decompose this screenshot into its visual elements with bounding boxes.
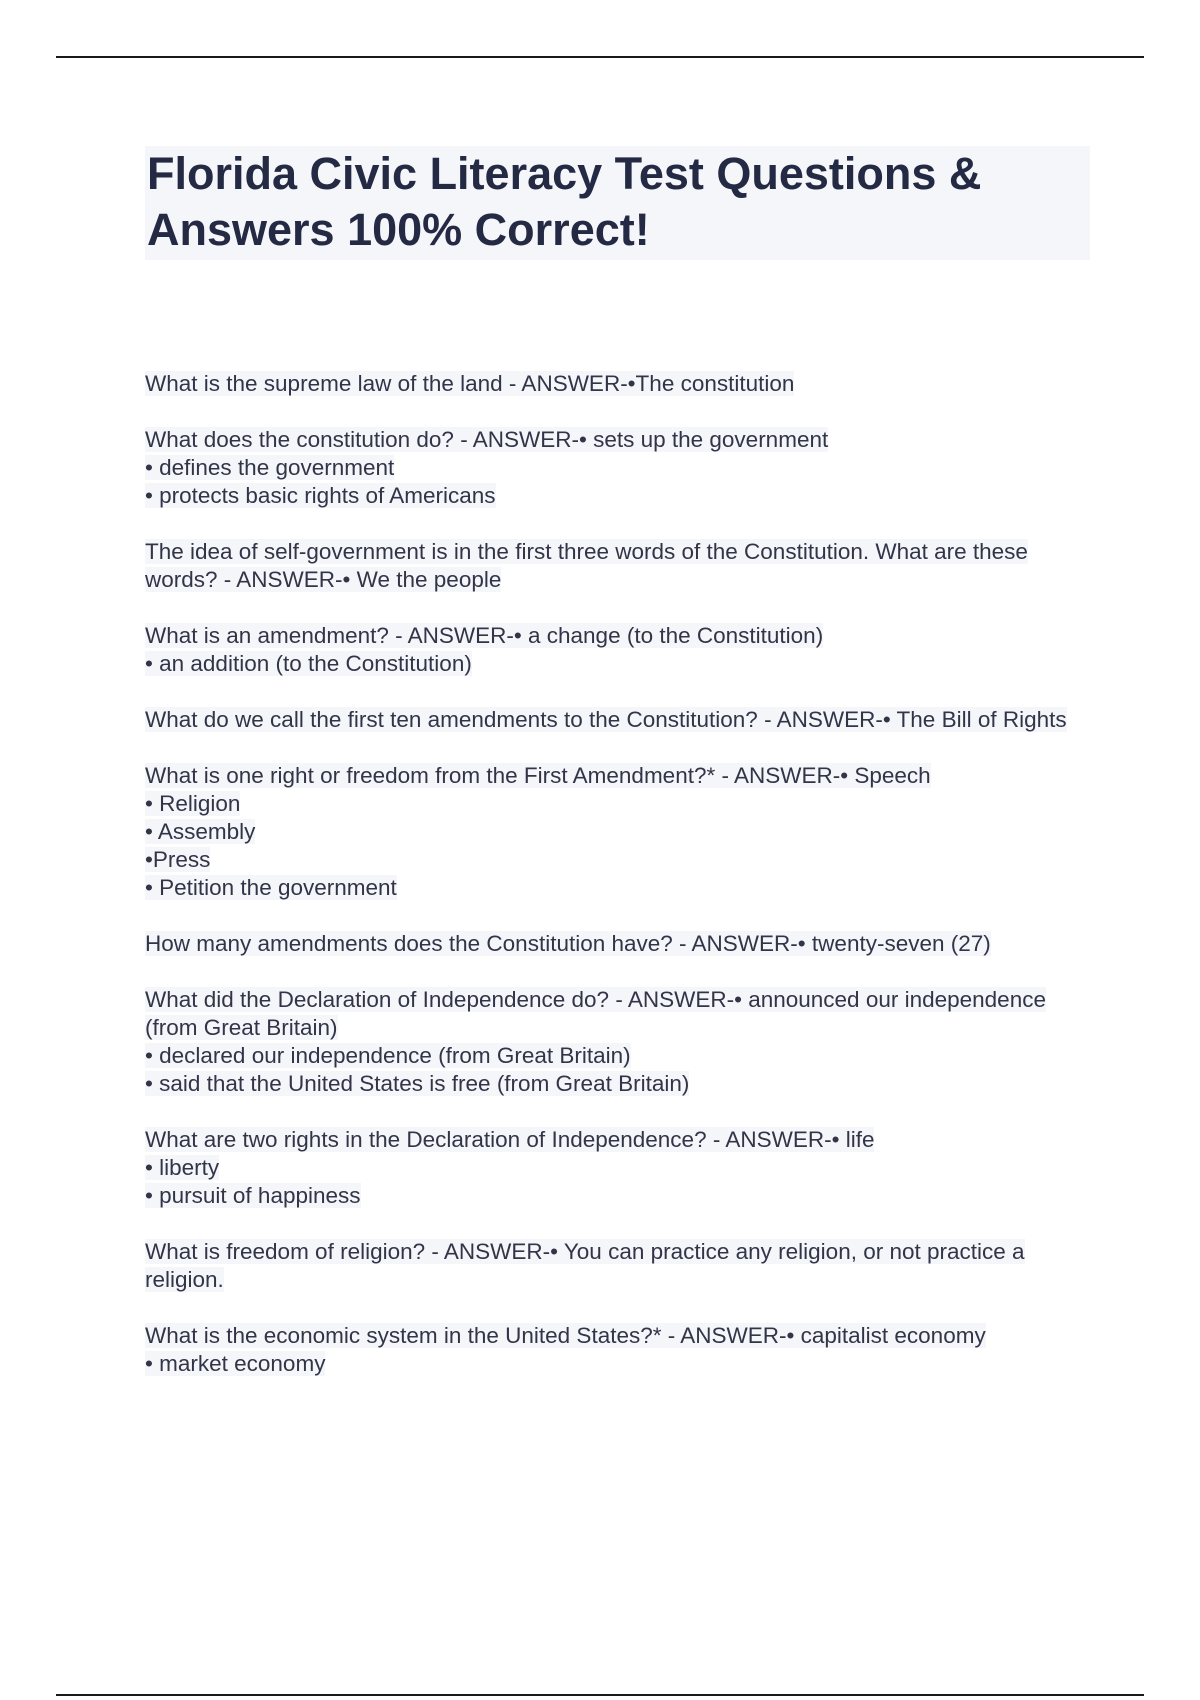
bottom-rule <box>56 1694 1144 1696</box>
qa-item <box>145 538 1090 594</box>
document-body <box>145 146 1090 1406</box>
qa-item <box>145 1238 1090 1294</box>
qa-line: • protects basic rights of Americans <box>145 483 496 508</box>
qa-line: • declared our independence (from Great Britain) <box>145 1043 631 1068</box>
qa-line: • liberty <box>145 1155 220 1180</box>
top-rule <box>56 56 1144 58</box>
qa-line: • market economy <box>145 1351 326 1376</box>
qa-item <box>145 930 1090 958</box>
qa-line: What does the constitution do? - ANSWER-• sets up the government <box>145 427 829 452</box>
qa-line: What is freedom of religion? - ANSWER-• You can practice any religion, or not practice a religion. <box>145 1239 1025 1292</box>
qa-line: What is one right or freedom from the First Amendment?* - ANSWER-• Speech <box>145 763 931 788</box>
qa-item <box>145 1322 1090 1378</box>
qa-item <box>145 706 1090 734</box>
qa-item <box>145 622 1090 678</box>
qa-line: • pursuit of happiness <box>145 1183 361 1208</box>
qa-line: What is the supreme law of the land - ANSWER-•The constitution <box>145 371 795 396</box>
qa-line: • said that the United States is free (from Great Britain) <box>145 1071 690 1096</box>
qa-line: • an addition (to the Constitution) <box>145 651 472 676</box>
qa-line: How many amendments does the Constitution have? - ANSWER-• twenty-seven (27) <box>145 931 991 956</box>
qa-line: What did the Declaration of Independence do? - ANSWER-• announced our independence (from Great Britain) <box>145 987 1046 1040</box>
qa-item <box>145 986 1090 1098</box>
document-title: Florida Civic Literacy Test Questions & Answers 100% Correct! <box>145 146 1090 260</box>
qa-item <box>145 426 1090 510</box>
qa-line: •Press <box>145 847 211 872</box>
qa-line: • Petition the government <box>145 875 397 900</box>
qa-line: What do we call the first ten amendments to the Constitution? - ANSWER-• The Bill of Rights <box>145 707 1067 732</box>
qa-item <box>145 370 1090 398</box>
qa-line: • Religion <box>145 791 241 816</box>
qa-list <box>145 370 1090 1378</box>
qa-line: • defines the government <box>145 455 395 480</box>
qa-line: What are two rights in the Declaration of Independence? - ANSWER-• life <box>145 1127 875 1152</box>
qa-line: What is the economic system in the United States?* - ANSWER-• capitalist economy <box>145 1323 986 1348</box>
qa-line: What is an amendment? - ANSWER-• a change (to the Constitution) <box>145 623 824 648</box>
qa-item <box>145 1126 1090 1210</box>
qa-item <box>145 762 1090 902</box>
qa-line: The idea of self-government is in the first three words of the Constitution. What are these words? - ANSWER-• We the people <box>145 539 1028 592</box>
qa-line: • Assembly <box>145 819 256 844</box>
